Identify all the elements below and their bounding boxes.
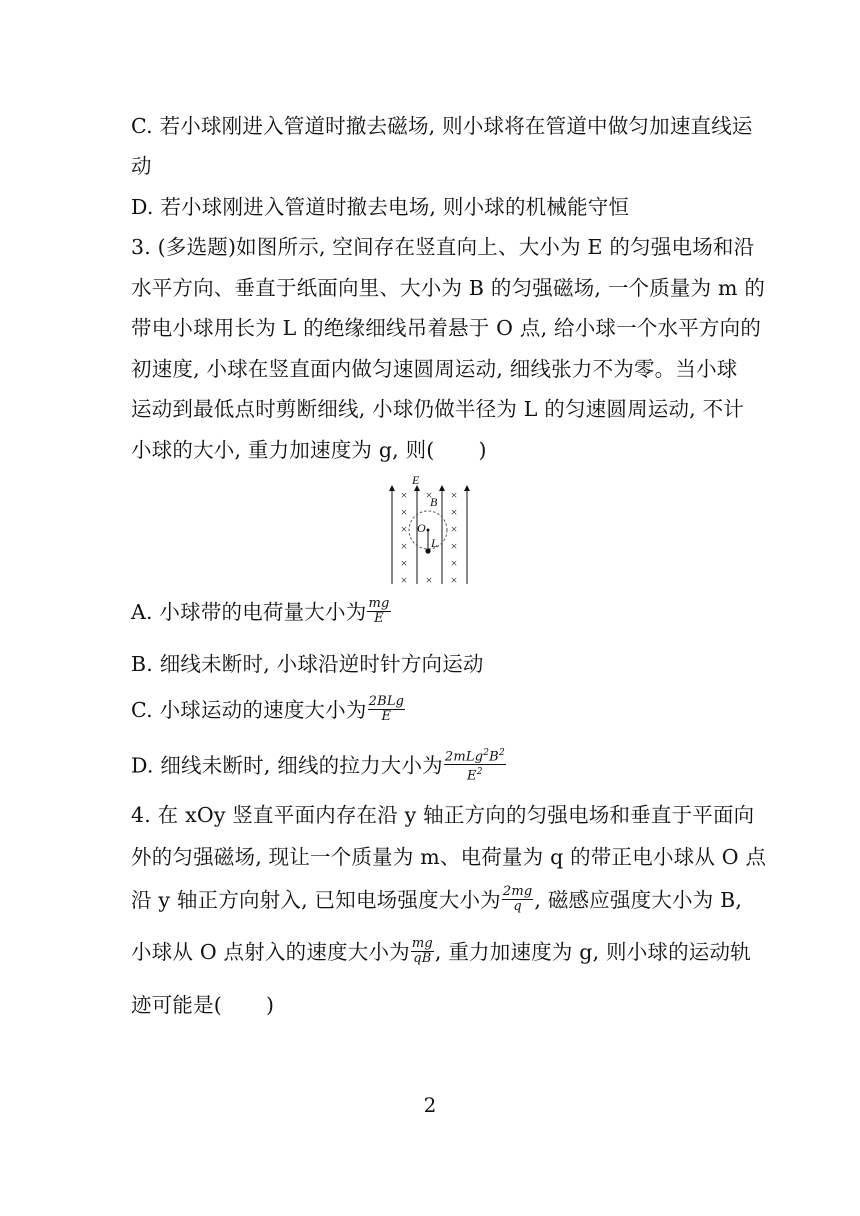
label-o: O <box>417 521 426 535</box>
field-diagram <box>384 472 476 588</box>
q4-line3-b: , 磁感应强度大小为 B, <box>534 888 743 912</box>
q4-line5-a: 迹可能是( <box>131 993 222 1017</box>
pivot-o <box>427 529 430 532</box>
field-cross: × <box>450 539 458 553</box>
label-e: E <box>412 473 420 487</box>
q3-option-a-text: A. 小球带的电荷量大小为 <box>131 600 367 624</box>
fraction-d-den-sup: 2 <box>476 767 483 778</box>
q3-line1: 3. (多选题)如图所示, 空间存在竖直向上、大小为 E 的匀强电场和沿 <box>131 235 755 259</box>
q4-line5-b: ) <box>266 993 275 1017</box>
fraction-d-sup2: 2 <box>498 748 505 758</box>
fraction-c-num: 2BLg <box>368 694 405 709</box>
field-cross: × <box>425 573 433 587</box>
field-cross: × <box>450 522 458 536</box>
q3-line3: 带电小球用长为 L 的绝缘细线吊着悬于 O 点, 给小球一个水平方向的 <box>131 316 762 340</box>
option-c-line1: C. 若小球刚进入管道时撤去磁场, 则小球将在管道中做匀加速直线运 <box>131 114 753 138</box>
field-cross: × <box>400 488 408 502</box>
field-cross: × <box>450 488 458 502</box>
fraction-d-den <box>444 765 506 783</box>
fraction-c <box>368 695 406 724</box>
field-cross: × <box>400 573 408 587</box>
fraction-d-num <box>444 746 506 765</box>
label-l: L <box>431 536 438 550</box>
q3-option-c <box>131 696 406 726</box>
field-cross: × <box>450 505 458 519</box>
q3-line4: 初速度, 小球在竖直面内做匀速圆周运动, 细线张力不为零。当小球 <box>131 357 738 381</box>
fraction-q4-v-den: qB <box>413 951 432 966</box>
fraction-d-sup1: 2 <box>483 748 490 758</box>
field-cross: × <box>450 573 458 587</box>
q4-line4-a: 小球从 O 点射入的速度大小为 <box>131 940 410 964</box>
fraction-q4-v <box>411 937 434 966</box>
q3-line2: 水平方向、垂直于纸面向里、大小为 B 的匀强磁场, 一个质量为 m 的 <box>131 276 766 300</box>
option-c-line2: 动 <box>131 154 152 178</box>
fraction-a-num: mg <box>368 596 390 611</box>
q3-line6-text: 小球的大小, 重力加速度为 g, 则( <box>131 438 435 462</box>
field-cross: × <box>400 556 408 570</box>
label-b: B <box>430 495 438 509</box>
fraction-d-den-e: E <box>467 768 477 784</box>
fraction-a <box>367 597 390 626</box>
q4-line4 <box>131 938 751 968</box>
fraction-q4-e <box>502 885 534 914</box>
q3-line5: 运动到最低点时剪断细线, 小球仍做半径为 L 的匀速圆周运动, 不计 <box>131 397 745 421</box>
fraction-q4-v-num: mg <box>411 936 433 951</box>
fraction-d-num-b: B <box>489 749 499 765</box>
q3-option-b: B. 细线未断时, 小球沿逆时针方向运动 <box>131 652 484 676</box>
magnetic-field-crosses <box>401 488 458 587</box>
q4-line3-a: 沿 y 轴正方向射入, 已知电场强度大小为 <box>131 888 501 912</box>
q4-line3 <box>131 886 742 916</box>
q4-line1: 4. 在 xOy 竖直平面内存在沿 y 轴正方向的匀强电场和垂直于平面向 <box>131 803 755 827</box>
page-number: 2 <box>423 1093 437 1117</box>
field-cross: × <box>425 488 433 502</box>
q3-option-c-text: C. 小球运动的速度大小为 <box>131 698 367 722</box>
q4-line5 <box>131 991 274 1019</box>
ball <box>425 548 430 553</box>
q3-option-d-text: D. 细线未断时, 细线的拉力大小为 <box>131 753 443 778</box>
fraction-q4-e-den: q <box>513 899 522 914</box>
option-d: D. 若小球刚进入管道时撤去电场, 则小球的机械能守恒 <box>131 195 630 219</box>
q3-option-d <box>131 748 507 786</box>
q4-line4-b: , 重力加速度为 g, 则小球的运动轨 <box>434 940 751 964</box>
fraction-d <box>444 746 506 784</box>
field-cross: × <box>450 556 458 570</box>
field-cross: × <box>400 522 408 536</box>
field-cross: × <box>400 505 408 519</box>
fraction-a-den: E <box>374 611 384 626</box>
q3-line6-close: ) <box>478 438 487 462</box>
fraction-d-num-a: 2mLg <box>444 749 484 765</box>
q3-line6 <box>131 436 487 464</box>
q3-option-a <box>131 598 392 628</box>
q4-line2: 外的匀强磁场, 现让一个质量为 m、电荷量为 q 的带正电小球从 O 点 <box>131 845 767 869</box>
fraction-c-den: E <box>381 709 392 724</box>
fraction-q4-e-num: 2mg <box>502 884 533 899</box>
field-cross: × <box>400 539 408 553</box>
